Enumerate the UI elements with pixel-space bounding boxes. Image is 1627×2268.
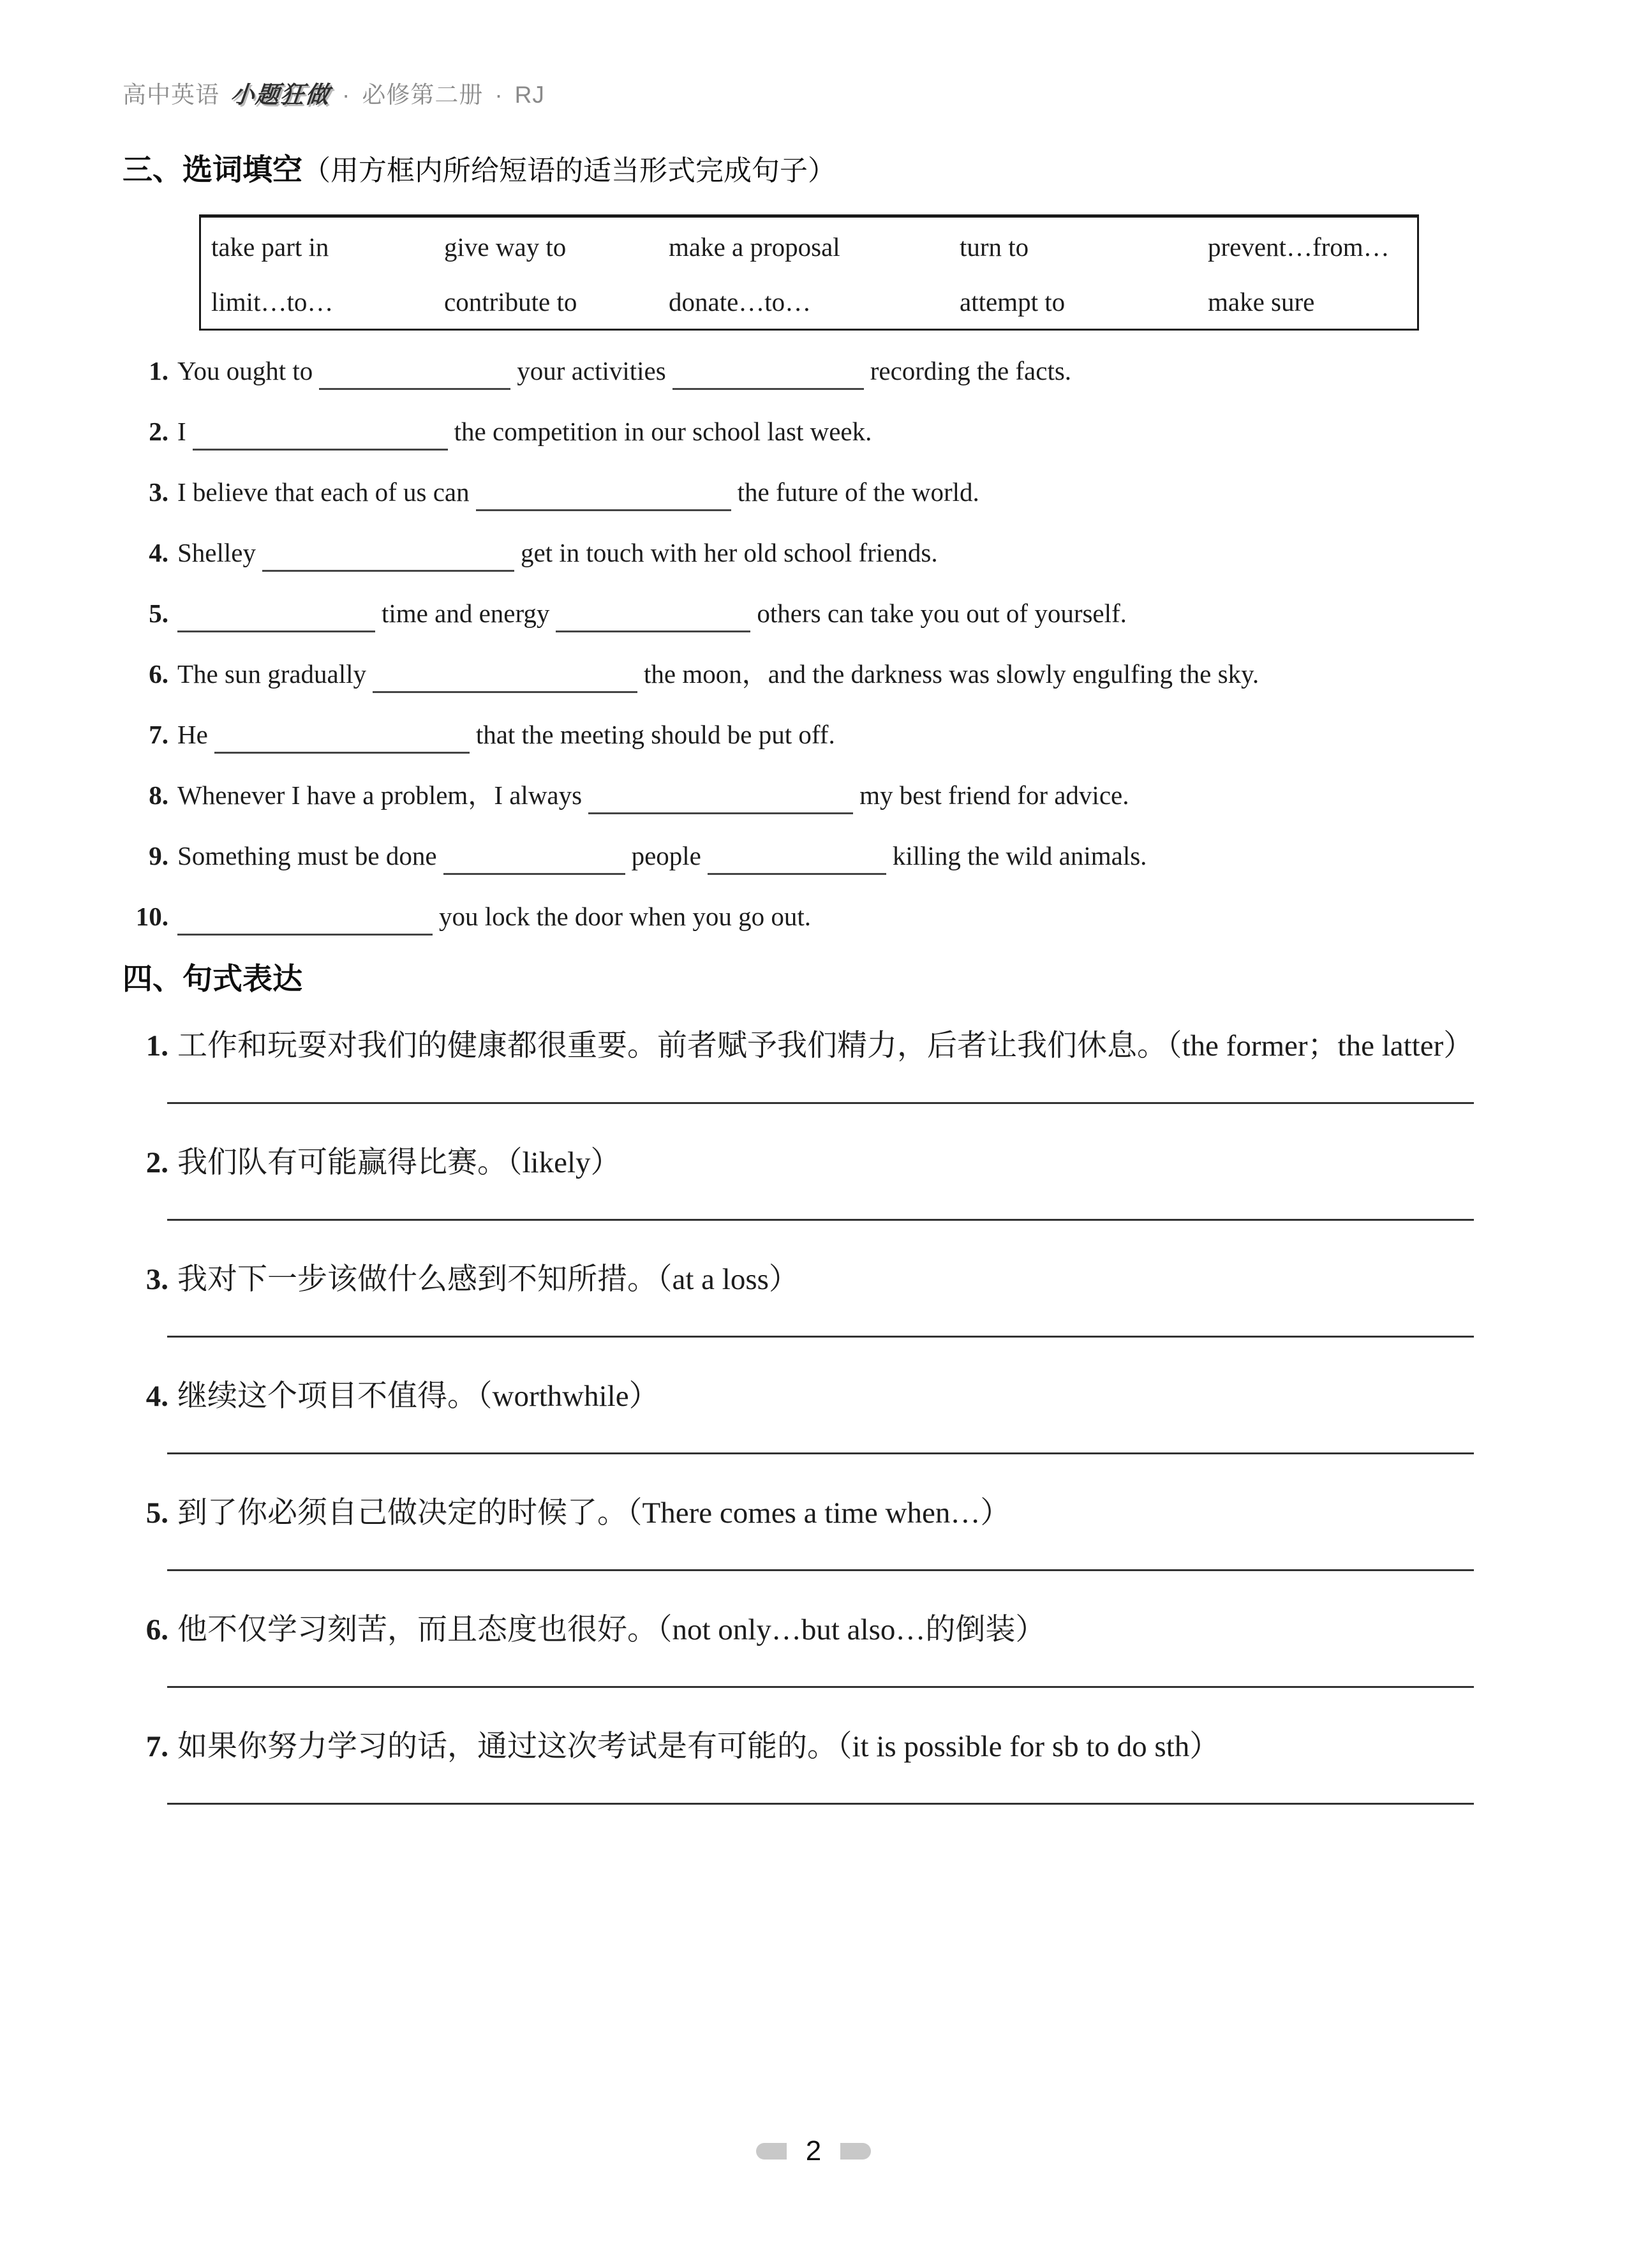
translation-item [123,1717,1480,1776]
exercise-item [123,535,1480,572]
item-number: 10. [135,902,168,931]
translation-item [123,1367,1480,1426]
section4-title: 四、句式表达 [123,962,302,996]
blank-line [214,730,470,754]
item-text [177,657,1259,693]
item-text [177,354,1071,390]
exercise-item [123,778,1480,814]
blank-line [177,609,375,632]
answer-line [167,1686,1474,1688]
blank-line [193,427,448,451]
item-number: 2. [149,417,168,446]
item-text-part: You ought to [177,356,313,385]
phrase: make sure [1208,287,1315,317]
blank-line [443,851,625,875]
translation-item [123,1484,1480,1542]
section3-heading [123,151,1480,190]
item-number: 1. [149,356,168,385]
phrase: limit…to… [211,287,334,317]
item-text-part: your activities [517,356,666,385]
item-text: 继续这个项目不值得。（worthwhile） [177,1380,659,1413]
item-text: 如果你努力学习的话，通过这次考试是有可能的。（it is possible for sb to do sth） [177,1730,1220,1763]
phrase: turn to [960,232,1029,262]
answer-line [167,1102,1474,1104]
exercise-item [123,596,1480,632]
blank-line [373,669,637,693]
item-text-part: The sun gradually [177,659,367,689]
item-text-part: I believe that each of us can [177,477,470,507]
header-publisher: RJ [514,82,545,108]
item-number: 5. [149,599,168,628]
answer-line [167,1452,1474,1454]
item-text-part: He [177,720,208,749]
fill-in-items [123,354,1480,936]
item-number: 4. [149,538,168,567]
item-number: 3. [149,477,168,507]
exercise-item [123,657,1480,693]
exercise-item [123,839,1480,875]
blank-line [262,548,514,572]
header-course: 高中英语 [123,82,219,108]
blank-line [708,851,886,875]
item-text [177,899,811,936]
blank-line [556,609,750,632]
item-text-part: time and energy [382,599,550,628]
phrase: prevent…from… [1208,232,1390,262]
item-text: 我对下一步该做什么感到不知所措。（at a loss） [177,1263,799,1296]
item-text: 工作和玩耍对我们的健康都很重要。前者赋予我们精力，后者让我们休息。（the former；the latter） [177,1029,1474,1063]
phrase: contribute to [444,287,577,317]
header [123,75,1480,110]
item-text [177,839,1147,875]
page-pill-right [840,2143,871,2160]
header-book: 必修第二册 [362,82,484,108]
phrase: donate…to… [669,287,812,317]
item-text: 我们队有可能赢得比赛。（likely） [177,1146,621,1179]
item-text-part: others can take you out of yourself. [757,599,1127,628]
item-text [177,535,938,572]
item-number: 3. [145,1263,168,1296]
item-text-part: Something must be done [177,841,437,870]
item-text-part: Shelley [177,538,256,567]
blank-line [588,791,853,814]
item-text-part: recording the facts. [870,356,1072,385]
blank-line [476,488,731,511]
item-text-part: the moon，and the darkness was slowly engulfing the sky. [644,659,1259,689]
item-number: 7. [145,1730,168,1763]
translation-item [123,1250,1480,1309]
item-number: 1. [145,1029,168,1063]
answer-line [167,1336,1474,1338]
phrase: give way to [444,232,567,262]
item-text-part: I [177,417,186,446]
phrase-box [199,214,1419,331]
blank-line [319,366,510,390]
answer-line [167,1569,1474,1571]
item-text [177,778,1129,814]
item-text-part: killing the wild animals. [892,841,1147,870]
footer [0,2135,1627,2167]
item-text-part: Whenever I have a problem，I always [177,780,583,810]
item-text [177,475,979,511]
phrase: make a proposal [669,232,840,262]
item-number: 8. [149,780,168,810]
item-text [177,717,835,754]
item-text: 他不仅学习刻苦，而且态度也很好。（not only…but also…的倒装） [177,1613,1046,1646]
exercise-item [123,717,1480,754]
item-text-part: people [631,841,701,870]
translation-item [123,1017,1480,1075]
translation-item [123,1133,1480,1192]
item-text: 到了你必须自己做决定的时候了。（There comes a time when…） [177,1496,1011,1530]
item-text-part: the future of the world. [737,477,979,507]
item-number: 7. [149,720,168,749]
item-text-part: that the meeting should be put off. [475,720,835,749]
phrase: take part in [211,232,329,262]
item-text [177,414,872,451]
header-dot-icon: · [342,82,351,108]
exercise-item [123,475,1480,511]
answer-line [167,1219,1474,1221]
item-number: 2. [145,1146,168,1179]
section3-note: （用方框内所给短语的适当形式完成句子） [302,155,836,186]
translation-items [123,1017,1480,1805]
item-number: 5. [145,1496,168,1530]
page-number: 2 [805,2135,822,2167]
blank-line [672,366,864,390]
item-number: 4. [145,1380,168,1413]
item-number: 6. [145,1613,168,1646]
item-text-part: get in touch with her old school friends. [520,538,938,567]
item-text-part: my best friend for advice. [859,780,1129,810]
section3-title: 三、选词填空 [123,153,302,186]
header-logo: 小题狂做 [229,82,332,108]
item-number: 6. [149,659,168,689]
item-text-part: you lock the door when you go out. [439,902,812,931]
answer-line [167,1803,1474,1805]
section4-heading [123,960,1480,999]
item-number: 9. [149,841,168,870]
blank-line [177,912,433,936]
page-pill-left [756,2143,787,2160]
exercise-item [123,899,1480,936]
header-dot-icon: · [494,82,503,108]
translation-item [123,1600,1480,1659]
phrase: attempt to [960,287,1066,317]
item-text [177,596,1127,632]
exercise-item [123,414,1480,451]
exercise-item [123,354,1480,390]
item-text-part: the competition in our school last week. [454,417,872,446]
